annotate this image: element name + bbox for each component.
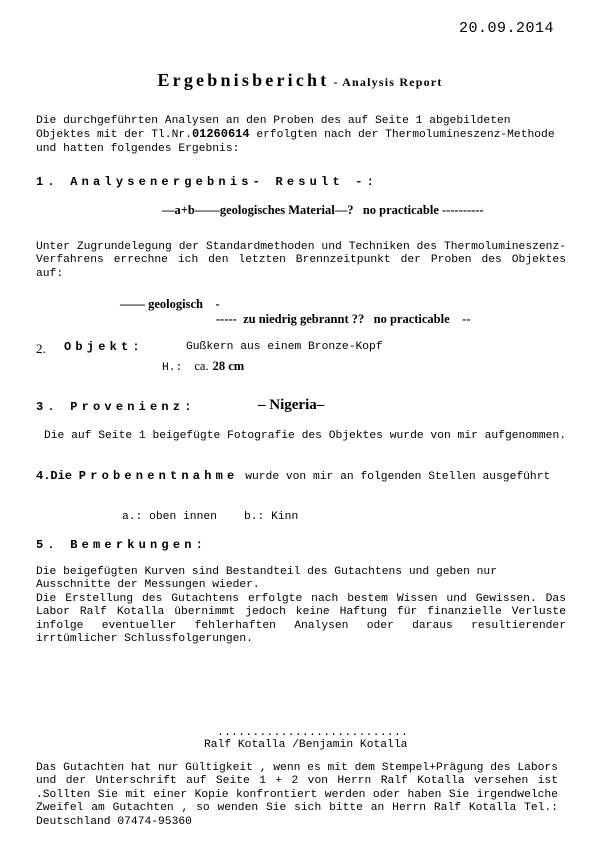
section-3-number: 3. bbox=[36, 400, 59, 414]
section-1-number: 1. bbox=[36, 175, 59, 189]
section-4-text: wurde von mir an folgenden Stellen ausgeführt bbox=[238, 471, 551, 483]
result-line: —a+b——geologisches Material—? no practicable ---------- bbox=[162, 203, 484, 217]
intro-paragraph bbox=[36, 115, 556, 156]
photo-note: Die auf Seite 1 beigefügte Fotografie des Objektes wurde von mir aufgenommen. bbox=[44, 430, 567, 442]
section-2-title: Objekt: bbox=[64, 340, 144, 354]
brennzeit-line-1: —— geologisch - bbox=[120, 297, 220, 311]
intro-text-pre: Die durchgeführten Analysen an den Proben des auf Seite 1 abgebildeten Objektes mit der Tl.Nr. bbox=[36, 115, 511, 142]
height-label: H.: bbox=[162, 362, 183, 374]
section-5-heading bbox=[36, 539, 207, 552]
section-3-title: Provenienz: bbox=[70, 400, 196, 414]
remarks-paragraph-1: Die beigefügten Kurven sind Bestandteil des Gutachtens und geben nur Ausschnitte der Messungen wieder. bbox=[36, 566, 497, 592]
method-paragraph: Unter Zugrundelegung der Standardmethoden und Techniken des Thermolumineszenz-Verfahrens errechne ich den letzten Brennzeitpunkt der Proben des Objektes auf: bbox=[36, 241, 566, 280]
title-sub: - Analysis Report bbox=[333, 75, 443, 89]
section-2-number: 2. bbox=[36, 341, 46, 356]
section-4-die: Die bbox=[50, 469, 73, 483]
sample-location-b: b.: Kinn bbox=[244, 511, 299, 523]
section-3-heading bbox=[36, 401, 196, 414]
section-5-number: 5. bbox=[36, 538, 59, 552]
remarks-block bbox=[36, 566, 566, 646]
footer-validity-note: Das Gutachten hat nur Gültigkeit , wenn es mit dem Stempel+Prägung des Labors und der Unterschrift auf Seite 1 + 2 von Herrn Ralf Kotalla versehen ist .Sollten Sie mit einer Kopie konfrontiert werden oder haben Sie irgendwelche Zweifel am Gutachten , so wenden Sie sich bitte an Herrn Ralf Kotalla Tel.: Deutschland 07474-95360 bbox=[36, 762, 559, 828]
provenance-value: – Nigeria– bbox=[258, 397, 325, 413]
object-height bbox=[162, 357, 244, 375]
section-4-number: 4. bbox=[36, 469, 51, 483]
report-date: 20.09.2014 bbox=[458, 20, 554, 37]
object-description: Gußkern aus einem Bronze-Kopf bbox=[186, 341, 383, 353]
sample-location-a: a.: oben innen bbox=[122, 511, 217, 523]
signature-names: Ralf Kotalla /Benjamin Kotalla bbox=[204, 739, 408, 751]
section-1-title: Analysenergebnis- Result -: bbox=[70, 175, 379, 189]
page-title bbox=[0, 70, 600, 91]
signature-line: ........................... bbox=[217, 727, 409, 739]
remarks-paragraph-2: Die Erstellung des Gutachtens erfolgte nach bestem Wissen und Gewissen. Das Labor Ralf Kotalla übernimmt jedoch keine Haftung für finanzielle Verluste infolge eventueller fehlerhaften Analysen oder daraus resultierender irrtümlicher Schlussfolgerungen. bbox=[36, 592, 566, 646]
section-4-title: Probenentnahme bbox=[78, 469, 239, 483]
tl-number: 01260614 bbox=[191, 127, 250, 142]
section-5-title: Bemerkungen: bbox=[70, 538, 208, 552]
height-ca: ca. bbox=[194, 359, 209, 373]
title-main: Ergebnisbericht bbox=[157, 70, 330, 90]
section-4-paragraph bbox=[36, 470, 556, 484]
section-1-heading bbox=[36, 176, 378, 189]
height-value: 28 cm bbox=[212, 359, 245, 373]
brennzeit-line-2: ----- zu niedrig gebrannt ?? no practicable -- bbox=[216, 312, 471, 326]
intro-text-post: erfolgten nach der Thermolumineszenz-Methode und hatten folgendes Ergebnis: bbox=[36, 129, 555, 155]
